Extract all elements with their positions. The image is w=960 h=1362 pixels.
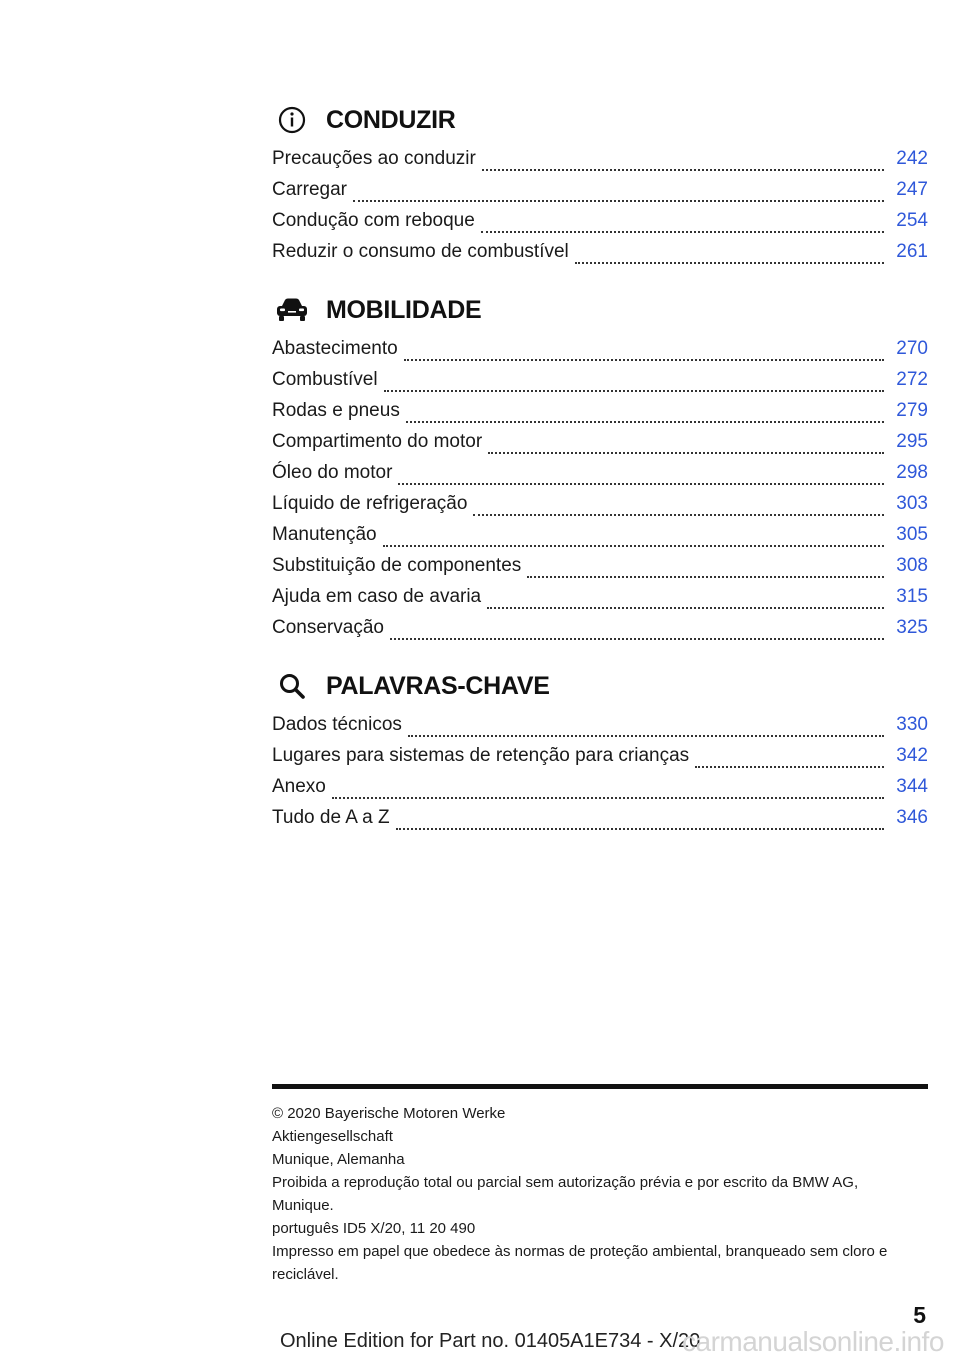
colophon-line: Munique.	[272, 1197, 334, 1214]
toc-section-conduzir	[272, 100, 928, 272]
dot-leader	[384, 389, 884, 392]
toc-entry-page-link[interactable]: 305	[896, 524, 928, 545]
toc-entry[interactable]	[272, 524, 928, 555]
toc-entry-label: Combustível	[272, 369, 378, 390]
toc-entry[interactable]	[272, 493, 928, 524]
toc-entry[interactable]	[272, 745, 928, 776]
colophon-line: Impresso em papel que obedece às normas de proteção ambiental, branqueado sem cloro e	[272, 1243, 888, 1260]
dot-leader	[390, 637, 884, 640]
toc-entry-label: Líquido de refrigeração	[272, 493, 468, 514]
dot-leader	[527, 575, 884, 578]
toc-entry-page-link[interactable]: 325	[896, 617, 928, 638]
toc-entry-page-link[interactable]: 346	[896, 807, 928, 828]
toc-section-mobilidade	[272, 290, 928, 648]
divider-rule	[272, 1084, 928, 1089]
dot-leader	[383, 544, 884, 547]
dot-leader	[353, 199, 884, 202]
colophon	[272, 1102, 928, 1286]
toc-entry-page-link[interactable]: 342	[896, 745, 928, 766]
toc-entry[interactable]	[272, 714, 928, 745]
car-icon	[272, 290, 312, 330]
toc-entry-label: Condução com reboque	[272, 210, 475, 231]
toc-entry-label: Rodas e pneus	[272, 400, 400, 421]
section-title: PALAVRAS-CHAVE	[326, 671, 550, 700]
section-title: MOBILIDADE	[326, 295, 482, 324]
toc-entry-label: Dados técnicos	[272, 714, 402, 735]
colophon-line: Munique, Alemanha	[272, 1151, 405, 1168]
search-icon	[272, 666, 312, 706]
section-header	[272, 290, 928, 330]
toc-entry-page-link[interactable]: 261	[896, 241, 928, 262]
dot-leader	[398, 482, 884, 485]
toc-list	[272, 338, 928, 648]
dot-leader	[404, 358, 884, 361]
dot-leader	[406, 420, 884, 423]
toc-entry-page-link[interactable]: 272	[896, 369, 928, 390]
colophon-line: Aktiengesellschaft	[272, 1128, 393, 1145]
toc-entry[interactable]	[272, 776, 928, 807]
dot-leader	[481, 230, 884, 233]
section-header	[272, 666, 928, 706]
dot-leader	[396, 827, 884, 830]
toc-entry-label: Compartimento do motor	[272, 431, 483, 452]
dot-leader	[482, 168, 884, 171]
toc-entry[interactable]	[272, 807, 928, 838]
toc-entry-label: Tudo de A a Z	[272, 807, 390, 828]
toc-entry-page-link[interactable]: 315	[896, 586, 928, 607]
toc-entry-page-link[interactable]: 303	[896, 493, 928, 514]
toc-entry-label: Lugares para sistemas de retenção para crianças	[272, 745, 690, 766]
toc-entry[interactable]	[272, 369, 928, 400]
toc-entry-page-link[interactable]: 298	[896, 462, 928, 483]
dot-leader	[575, 261, 884, 264]
toc-entry[interactable]	[272, 210, 928, 241]
toc-list	[272, 148, 928, 272]
toc-entry-label: Conservação	[272, 617, 384, 638]
colophon-line: reciclável.	[272, 1266, 339, 1283]
toc-entry[interactable]	[272, 400, 928, 431]
page-number: 5	[913, 1302, 926, 1328]
toc-entry[interactable]	[272, 241, 928, 272]
toc-entry[interactable]	[272, 586, 928, 617]
toc-entry-page-link[interactable]: 279	[896, 400, 928, 421]
colophon-line: Proibida a reprodução total ou parcial sem autorização prévia e por escrito da BMW AG,	[272, 1174, 859, 1191]
colophon-line: português ID5 X/20, 11 20 490	[272, 1220, 476, 1237]
toc-entry-page-link[interactable]: 295	[896, 431, 928, 452]
watermark: carmanualsonline.info	[682, 1326, 944, 1357]
toc-entry-label: Carregar	[272, 179, 347, 200]
dot-leader	[408, 734, 884, 737]
footer-edition: Online Edition for Part no. 01405A1E734 - X/20	[280, 1330, 701, 1352]
toc-entry-page-link[interactable]: 270	[896, 338, 928, 359]
toc-entry[interactable]	[272, 179, 928, 210]
dot-leader	[695, 765, 884, 768]
toc-entry-label: Manutenção	[272, 524, 377, 545]
dot-leader	[332, 796, 884, 799]
section-title: CONDUZIR	[326, 105, 456, 134]
dot-leader	[487, 606, 884, 609]
toc-entry-page-link[interactable]: 330	[896, 714, 928, 735]
toc-entry-page-link[interactable]: 242	[896, 148, 928, 169]
toc-entry-label: Precauções ao conduzir	[272, 148, 476, 169]
info-icon	[272, 100, 312, 140]
toc-entry-page-link[interactable]: 308	[896, 555, 928, 576]
toc-entry[interactable]	[272, 148, 928, 179]
toc-entry-label: Anexo	[272, 776, 326, 797]
toc-entry-label: Substituição de componentes	[272, 555, 522, 576]
toc-entry[interactable]	[272, 555, 928, 586]
toc-entry[interactable]	[272, 462, 928, 493]
toc-entry-label: Abastecimento	[272, 338, 398, 359]
colophon-line: © 2020 Bayerische Motoren Werke	[272, 1105, 506, 1122]
toc-list	[272, 714, 928, 838]
toc-entry-label: Óleo do motor	[272, 462, 393, 483]
section-header	[272, 100, 928, 140]
toc-entry[interactable]	[272, 431, 928, 462]
toc-entry-page-link[interactable]: 344	[896, 776, 928, 797]
dot-leader	[488, 451, 884, 454]
toc-entry-page-link[interactable]: 247	[896, 179, 928, 200]
toc-entry[interactable]	[272, 338, 928, 369]
toc-entry-label: Reduzir o consumo de combustível	[272, 241, 569, 262]
toc-entry-page-link[interactable]: 254	[896, 210, 928, 231]
toc-section-palavras-chave	[272, 666, 928, 838]
toc-entry[interactable]	[272, 617, 928, 648]
toc-entry-label: Ajuda em caso de avaria	[272, 586, 482, 607]
dot-leader	[473, 513, 884, 516]
